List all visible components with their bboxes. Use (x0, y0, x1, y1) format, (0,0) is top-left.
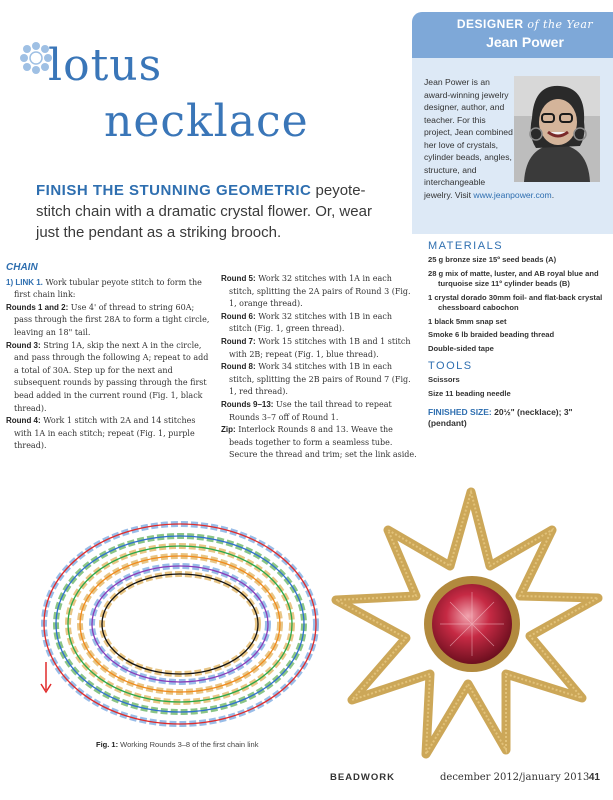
instruction-step (6, 415, 214, 453)
material-item: 1 black 5mm snap set (428, 316, 507, 326)
instruction-step (221, 424, 417, 462)
step-text: Work 15 stitches with 1B and 1 stitch with 2B; repeat (Fig. 1, blue thread). (229, 336, 411, 359)
step-label: 1) LINK 1. (6, 277, 43, 287)
designer-bio-text: Jean Power is an award-winning jewelry designer, author, and teacher. For this project, Jean combined her love of crystals, cylinder beads, angles, structure, and interchangeable (424, 77, 513, 187)
instruction-step (221, 361, 417, 399)
material-item: Double-sided tape (428, 343, 494, 353)
instruction-step (6, 302, 214, 340)
step-text: Work 34 stitches with 1B in each stitch, splitting the 2B pairs of Round 7 (Fig. 1, red thread). (229, 362, 411, 397)
designer-website-link[interactable]: www.jeanpower.com (473, 189, 552, 200)
article-title-line1: lotus (48, 40, 163, 91)
instruction-step (6, 340, 214, 416)
materials-block (428, 240, 608, 429)
designer-bio (424, 76, 555, 201)
material-item: Smoke 6 lb braided beading thread (428, 330, 555, 339)
step-label: Rounds 1 and 2: (6, 302, 69, 312)
step-label: Round 5: (221, 274, 256, 283)
chain-heading: CHAIN (6, 262, 38, 273)
instructions-column-2 (221, 273, 417, 462)
designer-bio-tail: jewelry. Visit (424, 189, 474, 200)
issue-date: december 2012/january 2013 (440, 772, 590, 783)
figure-caption-text: Working Rounds 3–8 of the first chain link (118, 740, 259, 749)
step-label: Round 4: (6, 416, 41, 426)
pendant-photo-image (330, 478, 613, 768)
magazine-name: BEADWORK (330, 772, 395, 783)
designer-name: Jean Power (486, 34, 564, 50)
finished-size-label: FINISHED SIZE: (428, 407, 492, 417)
step-text: Work 1 stitch with 2A and 14 stitches with 1A in each stitch; repeat (Fig. 1, purple thread). (14, 416, 196, 451)
instruction-step (6, 277, 214, 302)
designer-label-italic: of the Year (527, 18, 594, 31)
designer-label-main: DESIGNER (456, 17, 524, 31)
step-text: Interlock Rounds 8 and 13. Weave the beads together to form a seamless tube. Secure the thread and trim; set the link aside. (229, 425, 417, 460)
instruction-step (221, 273, 417, 311)
step-text: Work 32 stitches with 1A in each stitch, splitting the 2A pairs of Round 3 (Fig. 1, orange thread). (229, 274, 411, 309)
material-item: 28 g mix of matte, luster, and AB royal blue and turquoise size 11º cylinder beads (B) (428, 268, 599, 288)
designer-bio-end: . (551, 189, 555, 200)
materials-heading: MATERIALS (428, 240, 504, 252)
intro-lead: FINISH THE STUNNING GEOMETRIC (36, 182, 312, 199)
materials-list (428, 255, 608, 354)
intro-body: peyote-stitch chain with a dramatic crystal flower. Or, wear just the pendant as a striking brooch. (36, 182, 372, 241)
step-label: Round 3: (6, 340, 41, 350)
step-label: Round 7: (221, 336, 256, 346)
step-label: Round 6: (221, 311, 256, 321)
figure-caption (96, 740, 258, 749)
tool-item: Scissors (428, 375, 460, 384)
tools-list (428, 375, 608, 399)
step-text: String 1A, skip the next A in the circle, and pass through the following A; repeat to add a total of 30A. Step up for the next and subsequent rounds by passing through the first bead added in the current round (Fig. 1, black thread). (14, 340, 209, 413)
finished-size-value: 20½" (necklace); 3" (pendant) (428, 407, 573, 428)
designer-bio-tail-line (424, 189, 574, 202)
material-item: 25 g bronze size 15º seed beads (A) (428, 255, 557, 264)
intro-paragraph (36, 180, 398, 243)
step-text: Work tubular peyote stitch to form the first chain link: (14, 277, 202, 300)
step-text: Use the tail thread to repeat Rounds 3–7 off of Round 1. (229, 399, 392, 422)
finished-size (428, 407, 608, 429)
figure-label: Fig. 1: (96, 740, 119, 749)
instruction-step (221, 399, 417, 424)
step-label: Rounds 9–13: (221, 399, 274, 409)
step-label: Round 8: (221, 362, 256, 372)
page-footer (330, 772, 600, 783)
fig1-beading-diagram (30, 512, 330, 742)
step-text: Use 4' of thread to string 60A; pass through the first 28A to form a tight circle, leaving an 18" tail. (14, 302, 210, 337)
article-title-line2: necklace (104, 96, 309, 147)
instructions-column-1 (6, 262, 214, 453)
instruction-step (221, 311, 417, 336)
material-item: 1 crystal dorado 30mm foil- and flat-back crystal chessboard cabochon (428, 292, 603, 312)
page-number: 41 (588, 772, 600, 783)
tool-item: Size 11 beading needle (428, 388, 511, 398)
step-text: Work 32 stitches with 1B in each stitch (Fig. 1, green thread). (229, 311, 392, 334)
designer-portrait-image (514, 76, 600, 182)
designer-label (440, 17, 610, 31)
instruction-step (221, 336, 417, 361)
step-label: Zip: (221, 425, 236, 435)
tools-heading: TOOLS (428, 360, 473, 372)
